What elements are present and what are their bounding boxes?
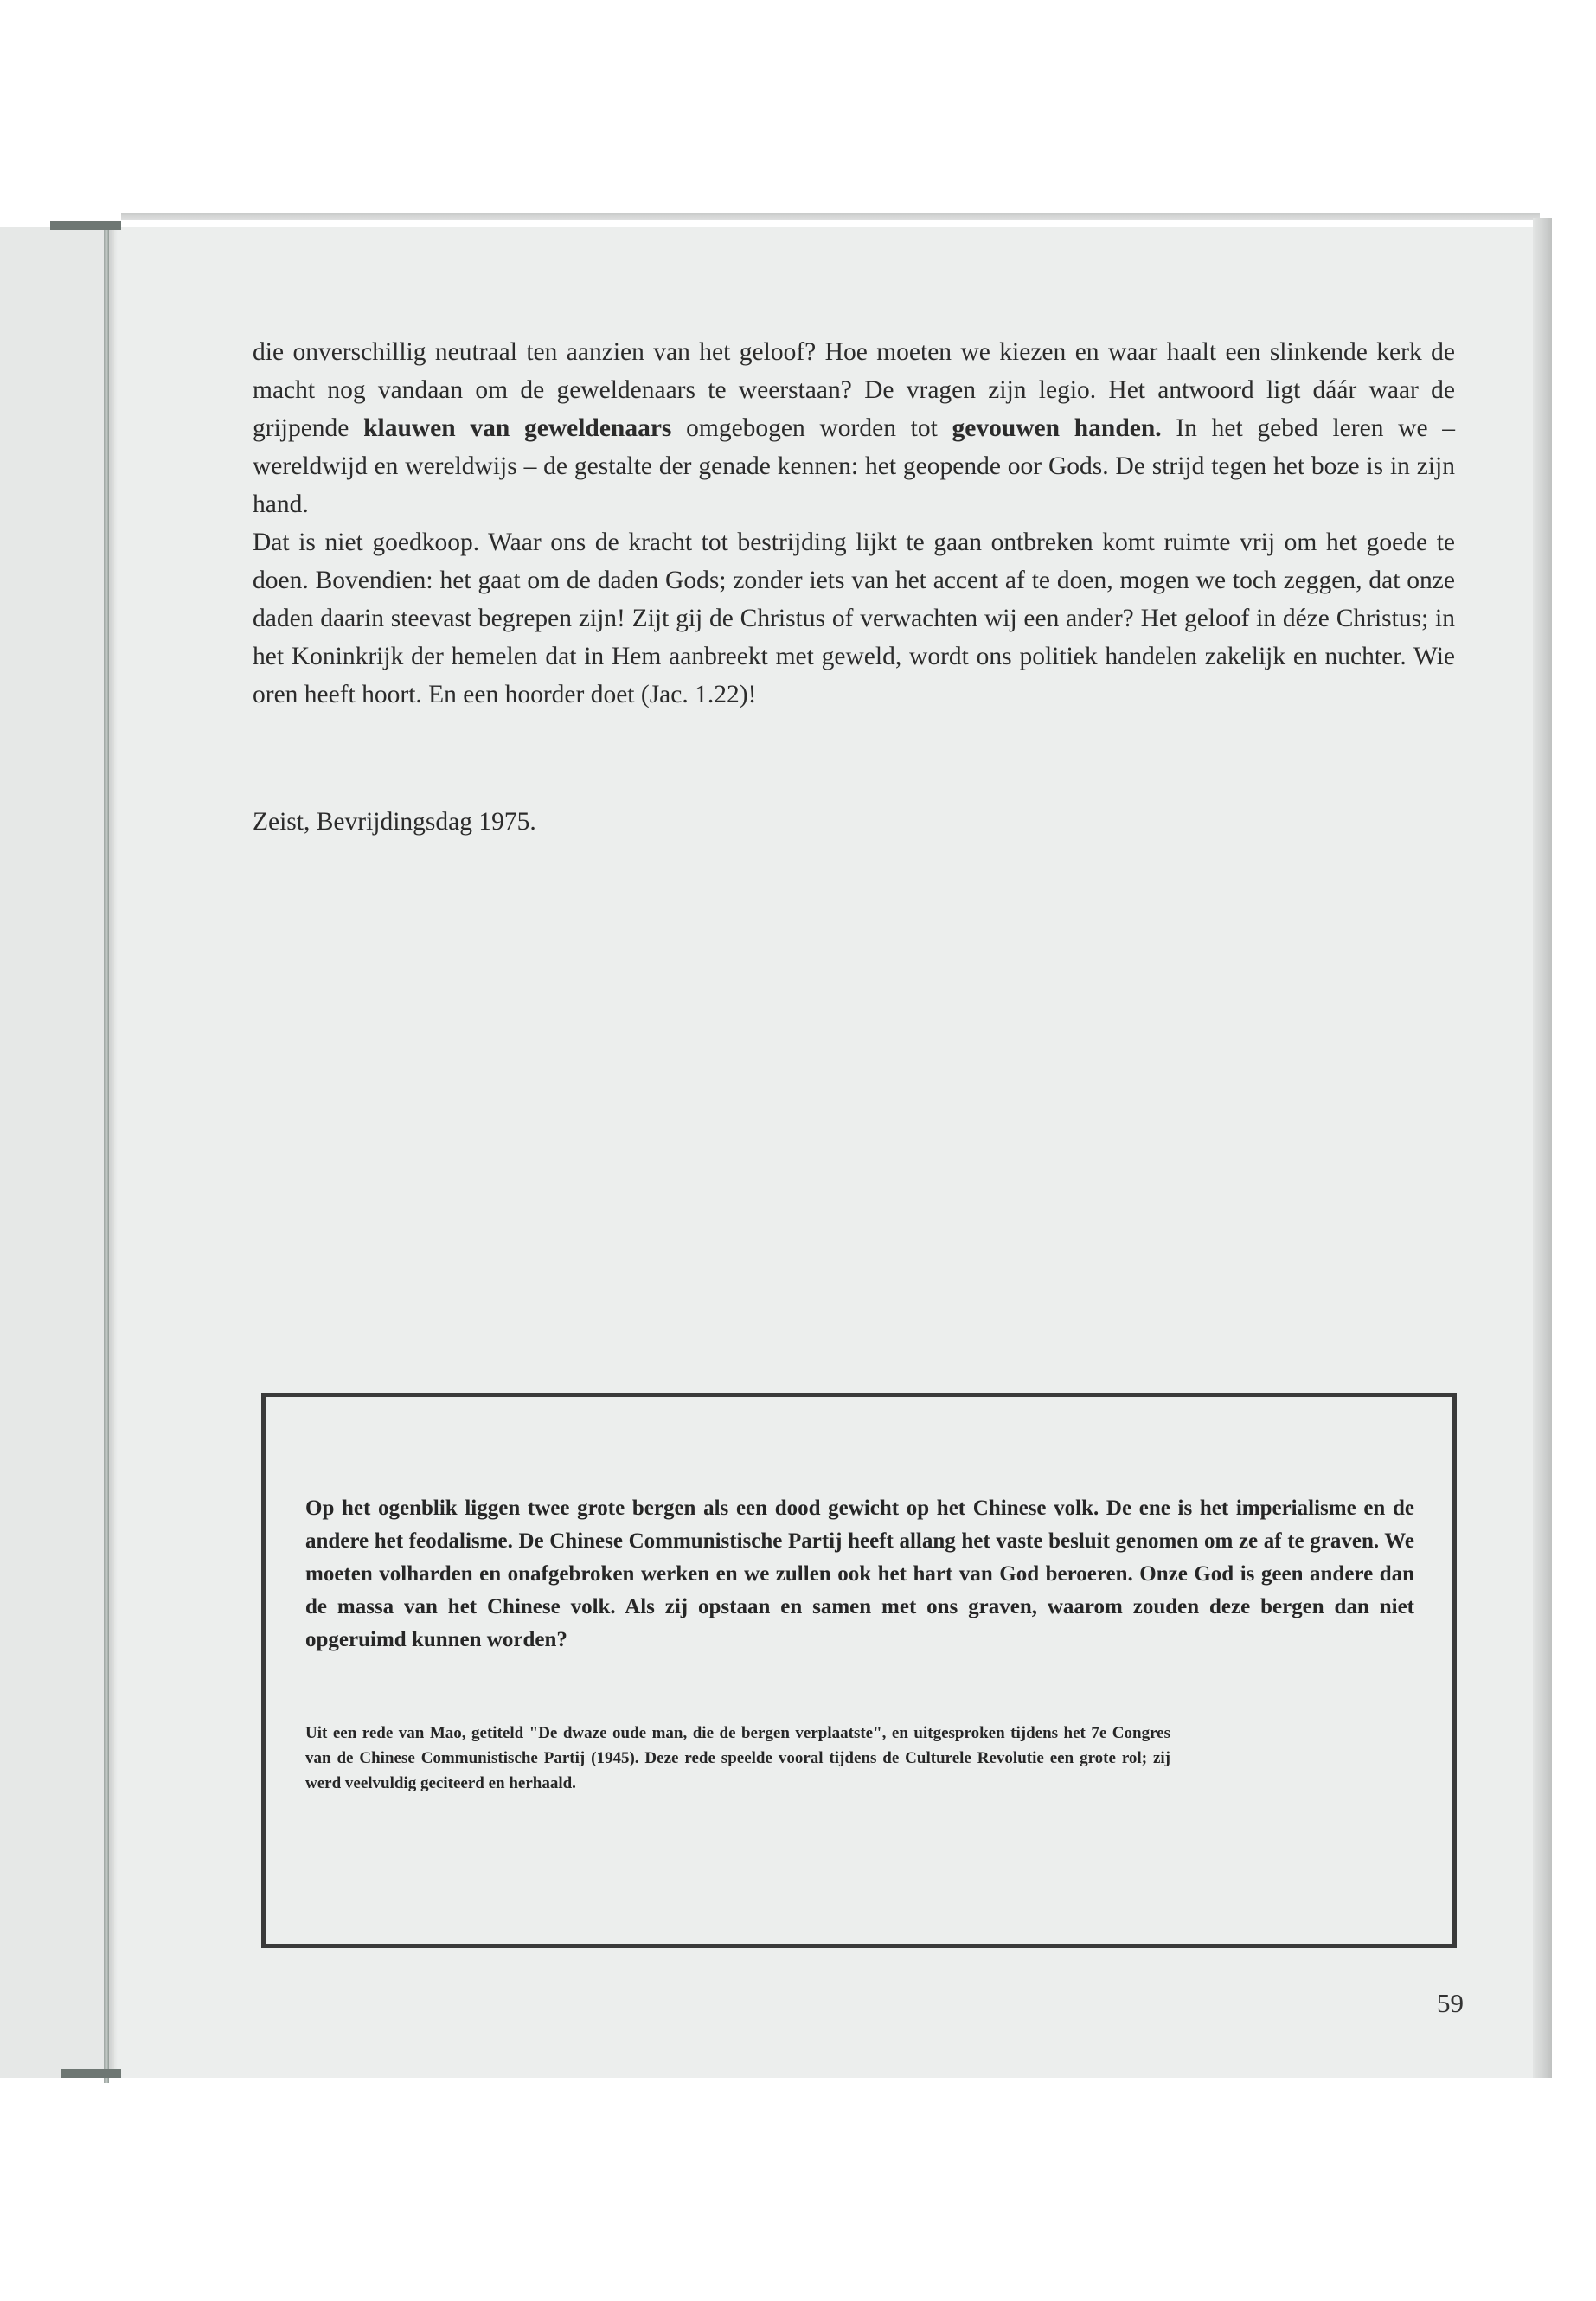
body-text: [253, 333, 1455, 714]
emphasis-gevouwen-handen: gevouwen handen.: [952, 414, 1162, 442]
paragraph-1-part-c: In het gebed leren we – wereldwijd en wereldwijs – de gestalte der genade kennen: het geopende oor Gods. De strijd tegen het boze is in zijn hand.: [253, 414, 1456, 518]
emphasis-klauwen: klauwen van geweldenaars: [363, 414, 672, 442]
paragraph-1-part-a: die onverschillig neutraal ten aanzien van het geloof? Hoe moeten we kiezen en waar haalt een slinkende kerk de macht nog vandaan om de geweldenaars te weerstaan? De vragen zijn legio. Het antwoord ligt dáár waar de grijpende: [253, 338, 1455, 442]
page-top-edge: [121, 213, 1540, 220]
gutter-shadow: [109, 227, 118, 2078]
spine-cap-top: [50, 221, 121, 230]
spine-cap-bottom: [61, 2069, 121, 2078]
book-binding: [0, 227, 114, 2078]
paragraph-1-part-b: omgebogen worden tot: [671, 414, 952, 442]
dateline: Zeist, Bevrijdingsdag 1975.: [253, 808, 536, 836]
quote-box: [261, 1393, 1457, 1948]
spine: [104, 223, 109, 2083]
paragraph-2: Dat is niet goedkoop. Waar ons de kracht tot bestrijding lijkt te gaan ontbreken komt ruimte vrij om het goede te doen. Bovendien: het gaat om de daden Gods; zonder iets van het accent af te doen, mogen we toch zeggen, dat onze daden daarin steevast begrepen zijn! Zijt gij de Christus of verwachten wij een ander? Het geloof in déze Christus; in het Koninkrijk der hemelen dat in Hem aanbreekt met geweld, wordt ons politiek handelen zakelijk en nuchter. Wie oren heeft hoort. En een hoorder doet (Jac. 1.22)!: [253, 529, 1455, 708]
paragraph-1: [253, 333, 1455, 523]
quote-source: Uit een rede van Mao, getiteld "De dwaze oude man, die de bergen verplaatste", en uitgesproken tijdens het 7e Congres van de Chinese Communistische Partij (1945). Deze rede speelde vooral tijdens de Culturele Revolutie een grote rol; zij werd veelvuldig geciteerd en herhaald.: [305, 1724, 1170, 1792]
page-right-edge: [1533, 218, 1552, 2078]
page-number: 59: [1437, 1988, 1464, 2018]
quote-text: Op het ogenblik liggen twee grote bergen als een dood gewicht op het Chinese volk. De ene is het imperialisme en de andere het feodalisme. De Chinese Communistische Partij heeft allang het vaste besluit genomen om ze af te graven. We moeten volharden en onafgebroken werken en we zullen ook het hart van God beroeren. Onze God is geen andere dan de massa van het Chinese volk. Als zij opstaan en samen met ons graven, waarom zouden deze bergen dan niet opgeruimd kunnen worden?: [305, 1497, 1414, 1651]
